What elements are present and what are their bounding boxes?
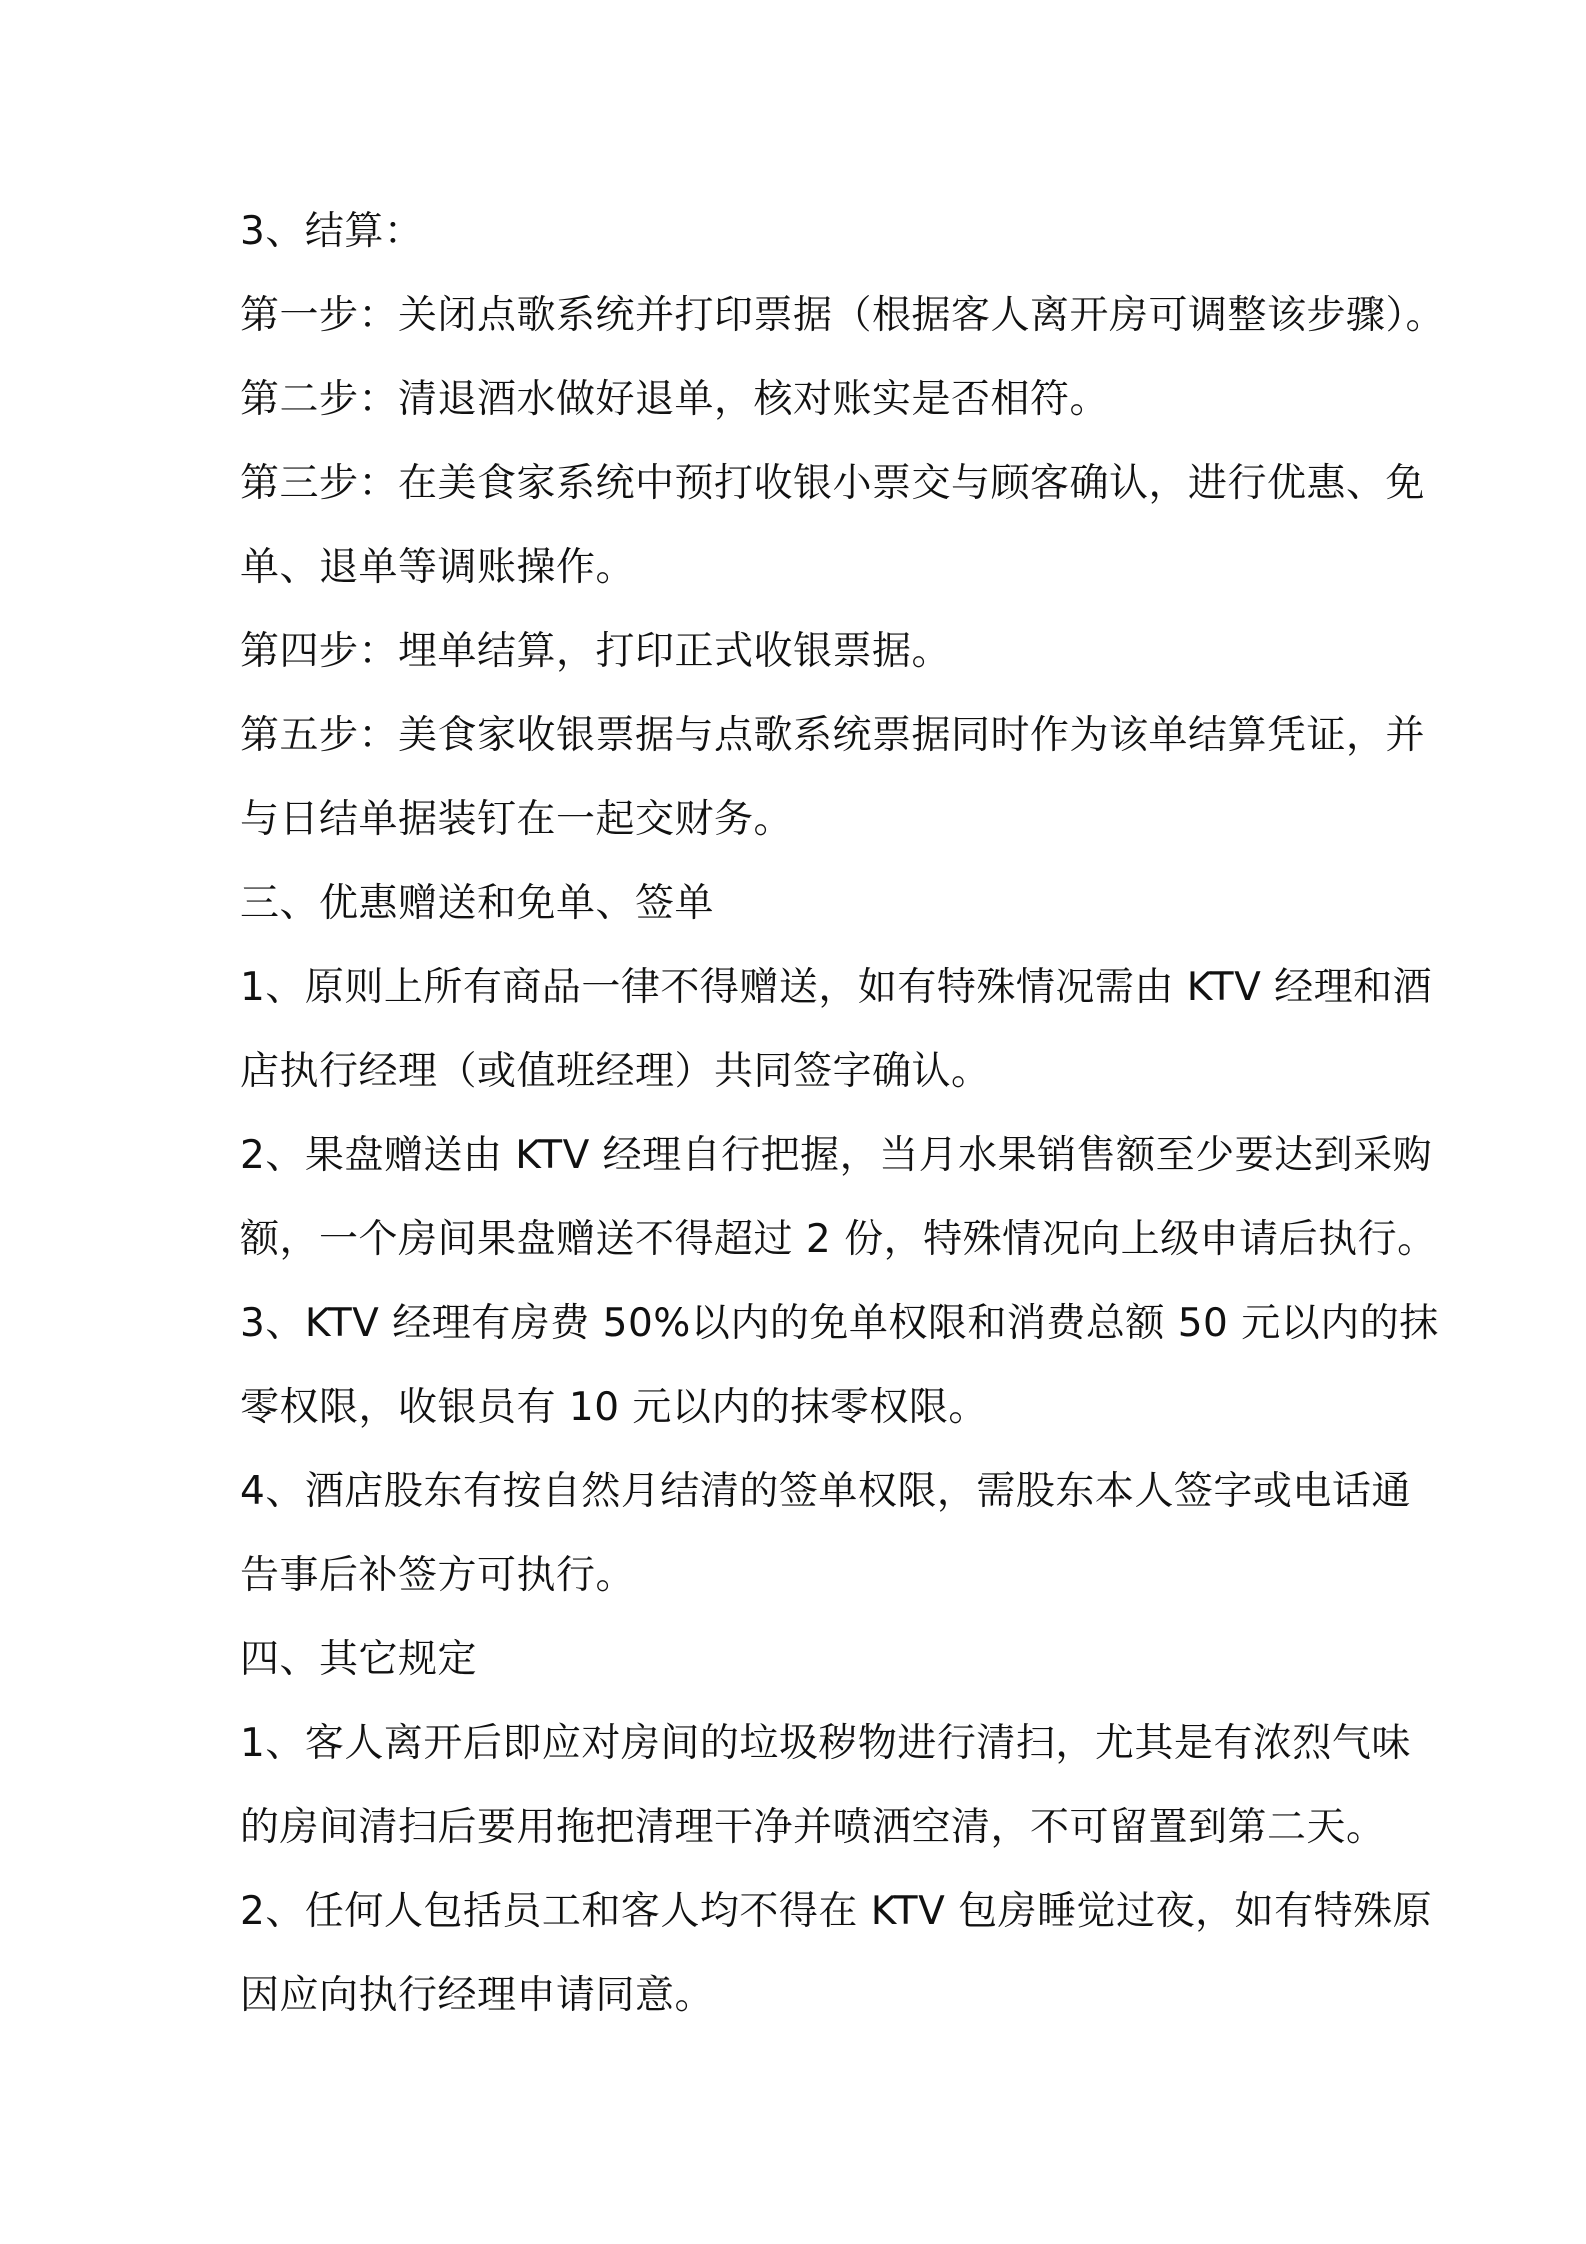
step-four: 第四步：埋单结算，打印正式收银票据。 [240,629,952,674]
rule-2-line-2: 额，一个房间果盘赠送不得超过 2 份，特殊情况向上级申请后执行。 [240,1217,1437,1262]
rule-2-line-1: 2、果盘赠送由 KTV 经理自行把握，当月水果销售额至少要达到采购 [240,1133,1433,1178]
other-rule-1-line-1: 1、客人离开后即应对房间的垃圾秽物进行清扫，尤其是有浓烈气味 [240,1721,1411,1766]
rule-3-line-1: 3、KTV 经理有房费 50%以内的免单权限和消费总额 50 元以内的抹 [240,1301,1439,1346]
step-two: 第二步：清退酒水做好退单，核对账实是否相符。 [240,377,1110,422]
step-five-line-2: 与日结单据装钉在一起交财务。 [240,797,794,842]
step-three-line-2: 单、退单等调账操作。 [240,545,636,590]
other-rule-2-line-2: 因应向执行经理申请同意。 [240,1973,715,2018]
other-rule-1-line-2: 的房间清扫后要用拖把清理干净并喷洒空清，不可留置到第二天。 [240,1805,1386,1850]
other-rule-2-line-1: 2、任何人包括员工和客人均不得在 KTV 包房睡觉过夜，如有特殊原 [240,1889,1433,1934]
section-heading-other-rules: 四、其它规定 [240,1637,478,1682]
rule-1-line-2: 店执行经理（或值班经理）共同签字确认。 [240,1049,991,1094]
step-three-line-1: 第三步：在美食家系统中预打收银小票交与顾客确认，进行优惠、免 [240,461,1426,506]
rule-4-line-1: 4、酒店股东有按自然月结清的签单权限，需股东本人签字或电话通 [240,1469,1411,1514]
rule-4-line-2: 告事后补签方可执行。 [240,1553,636,1598]
document-body [240,190,1446,2038]
step-five-line-1: 第五步：美食家收银票据与点歌系统票据同时作为该单结算凭证，并 [240,713,1426,758]
step-one: 第一步：关闭点歌系统并打印票据（根据客人离开房可调整该步骤）。 [240,293,1446,338]
section-heading-discounts: 三、优惠赠送和免单、签单 [240,881,715,926]
section-heading-settlement: 3、结算： [240,209,424,254]
rule-3-line-2: 零权限，收银员有 10 元以内的抹零权限。 [240,1385,988,1430]
rule-1-line-1: 1、原则上所有商品一律不得赠送，如有特殊情况需由 KTV 经理和酒 [240,965,1433,1010]
